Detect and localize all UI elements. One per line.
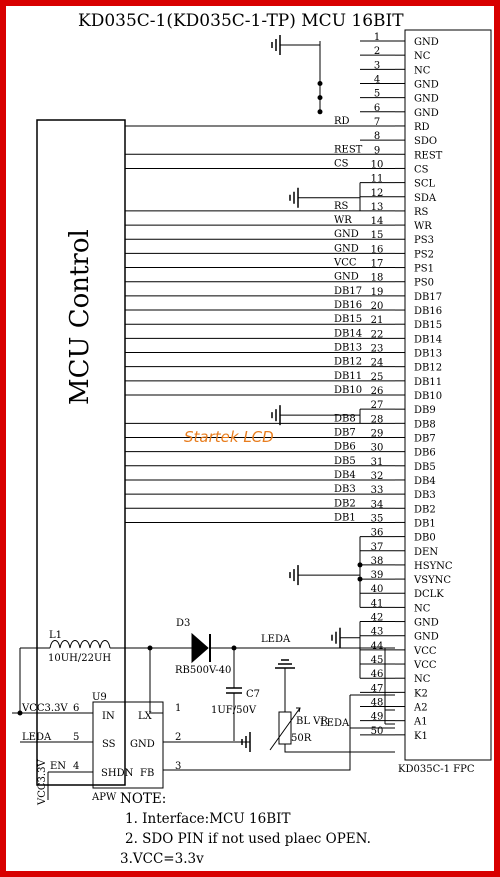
pin-28-number: 28 (370, 414, 384, 426)
pin-20-signal: DB16 (334, 300, 363, 312)
pin-33-name: DB3 (414, 490, 436, 502)
pin-43-name: GND (414, 631, 439, 643)
pin-26-number: 26 (370, 386, 384, 397)
pin-39-name: VSYNC (414, 575, 452, 587)
pin-15-name: PS3 (414, 235, 434, 247)
diode-ref: D3 (176, 618, 191, 629)
pin-7-signal: RD (334, 115, 350, 127)
ic-fb-wire (163, 728, 350, 770)
pin-43-number: 43 (370, 626, 384, 638)
inductor-value: 10UH/22UH (48, 653, 112, 664)
pin-50-number: 50 (370, 725, 384, 737)
pin-19-name: DB17 (414, 291, 443, 303)
pin-22-name: DB14 (414, 334, 443, 346)
inductor-ref: L1 (49, 630, 63, 641)
lx-wire (150, 648, 163, 713)
pin-3-name: NC (414, 65, 431, 77)
pin-21-number: 21 (370, 315, 384, 327)
pin-27-name: DB9 (414, 405, 436, 417)
pin-21-signal: DB15 (334, 314, 363, 326)
pin-9-signal: REST (334, 144, 363, 156)
pin-42-name: GND (414, 617, 439, 629)
vcc33-vertical-label: VCC3.3V (37, 759, 48, 805)
pin-49-number: 49 (370, 711, 384, 723)
ic-pin-shdn: SHDN (101, 768, 134, 779)
ic-pin3-num: 3 (175, 761, 182, 772)
pin-29-name: DB7 (414, 433, 436, 445)
leda-fpc-label: LEDA (320, 718, 350, 729)
fpc-connector (398, 30, 491, 775)
pin-15-signal: GND (334, 229, 359, 241)
ic-pin5-num: 5 (73, 732, 80, 743)
pin-4-number: 4 (373, 74, 381, 86)
pin-23-number: 23 (370, 343, 384, 355)
pin-38-name: HSYNC (414, 560, 453, 572)
pin-10-number: 10 (370, 159, 384, 171)
pin-32-signal: DB4 (334, 469, 356, 481)
pin-40-number: 40 (370, 584, 384, 596)
pin-17-number: 17 (370, 258, 384, 270)
ground-symbols (242, 35, 340, 752)
pin-31-signal: DB5 (334, 455, 356, 467)
pin-47-number: 47 (370, 683, 384, 695)
pin-35-name: DB1 (414, 518, 436, 530)
ground-icon-sda (290, 188, 298, 208)
pin-18-signal: GND (334, 271, 359, 283)
pin-15-number: 15 (370, 230, 384, 242)
pin-46-number: 46 (370, 669, 384, 681)
pin-29-signal: DB7 (334, 427, 356, 439)
pin-7-number: 7 (373, 116, 381, 128)
pin-22-signal: DB14 (334, 328, 363, 340)
pin-1-number: 1 (373, 32, 381, 43)
ground-icon-power (332, 628, 340, 648)
pin-12-number: 12 (370, 187, 384, 199)
diode-value: RB500V-40 (175, 665, 232, 676)
pin-47-name: K2 (414, 688, 428, 700)
junction-dot (358, 577, 362, 581)
pin-8-number: 8 (373, 131, 381, 143)
pin-34-name: DB2 (414, 504, 436, 516)
junction-dot (318, 110, 322, 114)
pin-24-number: 24 (370, 357, 384, 369)
pin-7-name: RD (414, 121, 430, 133)
pin-18-number: 18 (370, 272, 384, 284)
pin-25-signal: DB11 (334, 370, 363, 382)
pin-16-name: PS2 (414, 249, 434, 261)
pin-14-number: 14 (370, 216, 384, 228)
pin-49-name: A1 (414, 716, 428, 728)
pin-21-name: DB15 (414, 320, 443, 332)
pin-28-signal: DB8 (334, 413, 356, 425)
pin-38-number: 38 (370, 555, 384, 567)
pin-16-signal: GND (334, 243, 359, 255)
pin-9-number: 9 (373, 145, 381, 157)
vcc33-label: VCC3.3V (22, 703, 68, 714)
pin-35-signal: DB1 (334, 512, 356, 524)
junction-dot (318, 81, 322, 85)
ground-icon-db9 (272, 405, 280, 425)
pin-13-number: 13 (370, 201, 384, 213)
ic-pin6-num: 6 (73, 703, 80, 714)
diode-d3 (192, 634, 208, 662)
cap-ref: C7 (246, 689, 261, 700)
pin-30-name: DB6 (414, 447, 436, 459)
pin-2-number: 2 (373, 46, 381, 58)
pin-26-signal: DB10 (334, 385, 363, 396)
pin-1-name: GND (414, 37, 439, 48)
pin-32-name: DB4 (414, 475, 436, 487)
pin-12-name: SDA (414, 192, 437, 204)
pin-32-number: 32 (370, 470, 384, 482)
pin-42-number: 42 (370, 612, 384, 624)
pin-48-number: 48 (370, 697, 384, 709)
pin-9-name: REST (414, 150, 443, 162)
fpc-label: KD035C-1 FPC (398, 764, 475, 775)
pin-5-number: 5 (373, 88, 381, 100)
pin-34-signal: DB2 (334, 498, 356, 510)
pin-33-signal: DB3 (334, 484, 356, 496)
mcu-block-outline (37, 120, 125, 785)
pin-19-signal: DB17 (334, 285, 363, 297)
res-value: 50R (291, 733, 312, 744)
pin-44-name: VCC (414, 645, 437, 657)
ic-pin-ss: SS (102, 739, 116, 750)
note-line-1: 1. Interface:MCU 16BIT (125, 811, 291, 827)
pin-30-number: 30 (370, 442, 384, 454)
pin-35-number: 35 (370, 513, 384, 525)
schematic-title: KD035C-1(KD035C-1-TP) MCU 16BIT (78, 11, 404, 31)
note-heading: NOTE: (120, 791, 167, 807)
pin-6-number: 6 (373, 102, 381, 114)
pin-14-signal: WR (334, 215, 352, 227)
watermark: Startek LCD (184, 428, 274, 446)
ic-pin-lx: LX (138, 711, 152, 722)
ground-icon-sync (290, 565, 298, 585)
pin-11-number: 11 (370, 173, 384, 185)
pin-19-number: 19 (370, 286, 384, 298)
pin-10-signal: CS (334, 158, 349, 170)
pin-41-name: NC (414, 603, 431, 615)
en-label: EN (50, 761, 67, 772)
pin-30-signal: DB6 (334, 441, 356, 453)
pin-24-signal: DB12 (334, 356, 363, 368)
ground-icon-res (275, 660, 295, 678)
pin-4-name: GND (414, 79, 439, 91)
note-line-3: 3.VCC=3.3v (120, 851, 204, 867)
pin-8-name: SDO (414, 136, 438, 148)
pin-16-number: 16 (370, 244, 384, 256)
pin-50-name: K1 (414, 730, 428, 742)
res-lead-bottom (285, 744, 350, 752)
pin-23-signal: DB13 (334, 342, 363, 354)
pin-34-number: 34 (370, 499, 384, 511)
mcu-control-block (37, 120, 125, 785)
ic-pin-gnd: GND (130, 739, 155, 750)
pin-17-name: PS1 (414, 263, 434, 275)
pin-18-name: PS0 (414, 277, 434, 289)
pin-25-number: 25 (370, 371, 384, 383)
notes-block (120, 791, 371, 867)
mcu-block-label: MCU Control (65, 229, 95, 405)
res-body (279, 712, 291, 744)
pin-3-number: 3 (373, 60, 381, 72)
note-line-2: 2. SDO PIN if not used plaec OPEN. (125, 831, 371, 847)
pin-5-name: GND (414, 93, 439, 105)
leda-ic-label: LEDA (22, 732, 52, 743)
pin-17-signal: VCC (334, 257, 357, 269)
pin-39-number: 39 (370, 570, 384, 582)
pin-10-name: CS (414, 164, 429, 176)
pin-23-name: DB13 (414, 348, 443, 360)
pin-45-number: 45 (370, 655, 384, 667)
pin-40-name: DCLK (414, 589, 444, 601)
pin-13-name: RS (414, 206, 429, 218)
junction-dot (358, 563, 362, 567)
pin-37-number: 37 (370, 541, 384, 553)
pin-22-number: 22 (370, 329, 384, 341)
pin-2-name: NC (414, 51, 431, 63)
ic-pin-in: IN (102, 711, 115, 722)
leda-net-label: LEDA (261, 634, 291, 645)
pin-41-number: 41 (370, 598, 384, 610)
ic-pin1-num: 1 (175, 703, 182, 714)
pin-27-number: 27 (370, 400, 384, 412)
pin-13-signal: RS (334, 200, 349, 212)
res-ref: BL VR (296, 716, 328, 727)
pin-46-name: NC (414, 674, 431, 686)
pin-48-name: A2 (414, 702, 428, 714)
pin-26-name: DB10 (414, 391, 443, 402)
pin-20-name: DB16 (414, 306, 443, 318)
pin-14-name: WR (414, 221, 432, 233)
pin-44-number: 44 (370, 640, 384, 652)
pin-31-name: DB5 (414, 461, 436, 473)
pin-37-name: DEN (414, 546, 439, 558)
junction-dot (318, 96, 322, 100)
pin-33-number: 33 (370, 485, 384, 497)
pin-6-name: GND (414, 107, 439, 119)
ic-pin2-num: 2 (175, 732, 182, 743)
cap-value: 1UF/50V (211, 705, 257, 716)
pin-20-number: 20 (370, 301, 384, 313)
pin-25-name: DB11 (414, 376, 443, 388)
ic-pin-fb: FB (140, 768, 155, 779)
pin-24-name: DB12 (414, 362, 443, 374)
ic-ref: U9 (92, 692, 107, 703)
inductor-coil (50, 641, 110, 649)
pin-28-name: DB8 (414, 419, 436, 431)
pin-29-number: 29 (370, 428, 384, 440)
pin-31-number: 31 (370, 456, 384, 468)
pin-36-number: 36 (370, 527, 384, 539)
ic-name: APW (92, 792, 117, 803)
pin-36-name: DB0 (414, 532, 436, 544)
ground-icon-top (272, 35, 280, 55)
pin-11-name: SCL (414, 178, 436, 190)
ic-pin4-num: 4 (73, 761, 80, 772)
pin-45-name: VCC (414, 660, 437, 672)
